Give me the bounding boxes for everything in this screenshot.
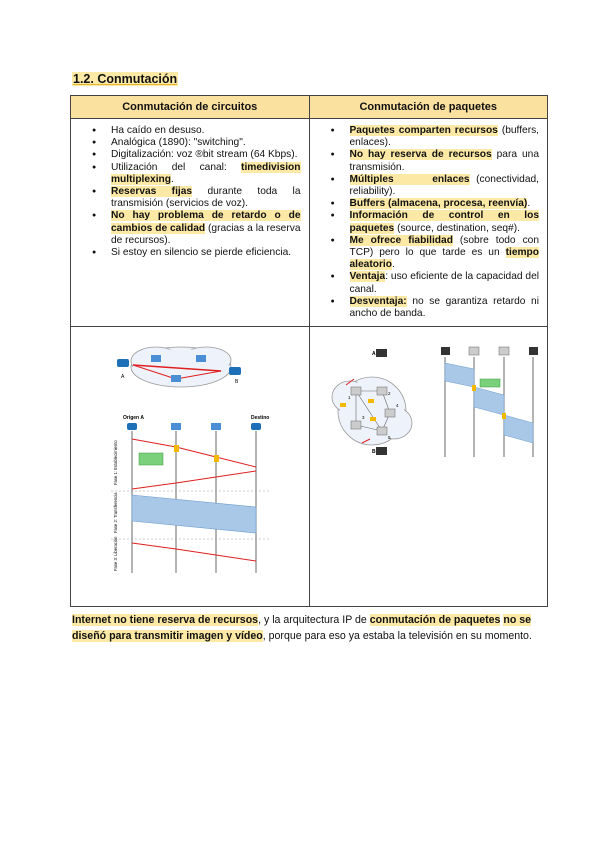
header-packet-switching: Conmutación de paquetes [309,96,548,119]
phase1-label: Fase 1: Establecimiento [113,440,118,486]
list-item: ● Analógica (1890): "switching". [111,137,301,149]
list-item: ● Múltiples enlaces (conectividad, reliability). [350,174,540,198]
destination-label: Destino [251,415,270,422]
list-item: ● No hay reserva de recursos para una transmisión. [350,149,540,173]
packet-switching-figure [310,327,548,601]
packet-band [504,415,533,443]
node-3-label: 3 [361,415,365,421]
packet-features-cell [309,119,548,327]
node-b-label: B [235,379,239,386]
list-item: ● Buffers (almacena, procesa, reenvía). [350,198,540,210]
conclusion-paragraph: Internet no tiene reserva de recursos, y la arquitectura IP de conmutación de paquetes no se diseñó para transmitir imagen y vídeo, porque para eso ya estaba la televisión en su momento. [72,614,532,642]
packet-features-list [310,119,548,326]
list-item: ● Me ofrece fiabilidad (sobre todo con TCP) pero lo que tarde es un tiempo aleatorio. [350,235,540,272]
node-a-label: A [121,374,125,381]
phone-icon [229,367,241,375]
circuit-figure-cell [71,327,310,607]
node-b-label: B [371,449,376,456]
phase2-label: Fase 2: Transferencia [113,492,118,534]
switch-icon [211,423,221,430]
setup-note [139,453,163,465]
list-item: ● Digitalización: voz ®bit stream (64 Kbps). [111,149,301,161]
processing-marker [502,413,506,419]
circuit-switching-figure [71,327,309,601]
phone-icon [127,423,137,430]
phase3-label: Fase 3: Liberación [113,536,118,572]
list-item: ● Ha caído en desuso. [111,125,301,137]
circuit-features-list [71,119,309,265]
node-2-label: 2 [387,391,391,397]
circuit-network-cloud [131,347,231,387]
list-item: ● No hay problema de retardo o de cambios de calidad (gracias a la reserva de recursos). [111,210,301,247]
packet-band [474,387,504,415]
circuit-features-cell [71,119,310,327]
node-4-label: 4 [395,403,399,409]
node-5-label: 5 [387,435,391,441]
phone-icon [251,423,261,430]
section-title: 1.2. Conmutación [73,72,178,86]
transfer-band [132,495,256,533]
node-a-label: A [371,351,376,358]
packet-band [445,363,474,387]
router-icon [499,347,509,355]
processing-marker [472,385,476,391]
list-item: ● Si estoy en silencio se pierde eficiencia. [111,247,301,259]
comparison-table [70,95,548,607]
list-item: ● Ventaja: uso eficiente de la capacidad del canal. [350,271,540,295]
list-item: ● Paquetes comparten recursos (buffers, enlaces). [350,125,540,149]
list-item: ● Reservas fijas durante toda la transmisión (servicios de voz). [111,186,301,210]
phone-icon [117,359,129,367]
router-icon [469,347,479,355]
computer-icon [376,447,387,455]
processing-marker [214,455,219,462]
list-item: ● Utilización del canal: timedivision multiplexing. [111,162,301,186]
list-item: ● Información de control en los paquetes (source, destination, seq#). [350,210,540,234]
buffer-note [480,379,500,387]
list-item: ● Desventaja: no se garantiza retardo ni ancho de banda. [350,296,540,320]
computer-icon [376,349,387,357]
origin-label: Origen A [123,415,144,422]
node-1-label: 1 [347,395,351,401]
computer-icon [529,347,538,355]
header-circuit-switching: Conmutación de circuitos [71,96,310,119]
packet-network-cloud [332,377,412,445]
release-signals [132,543,256,561]
computer-icon [441,347,450,355]
processing-marker [174,445,179,452]
switch-icon [171,423,181,430]
packet-figure-cell [309,327,548,607]
